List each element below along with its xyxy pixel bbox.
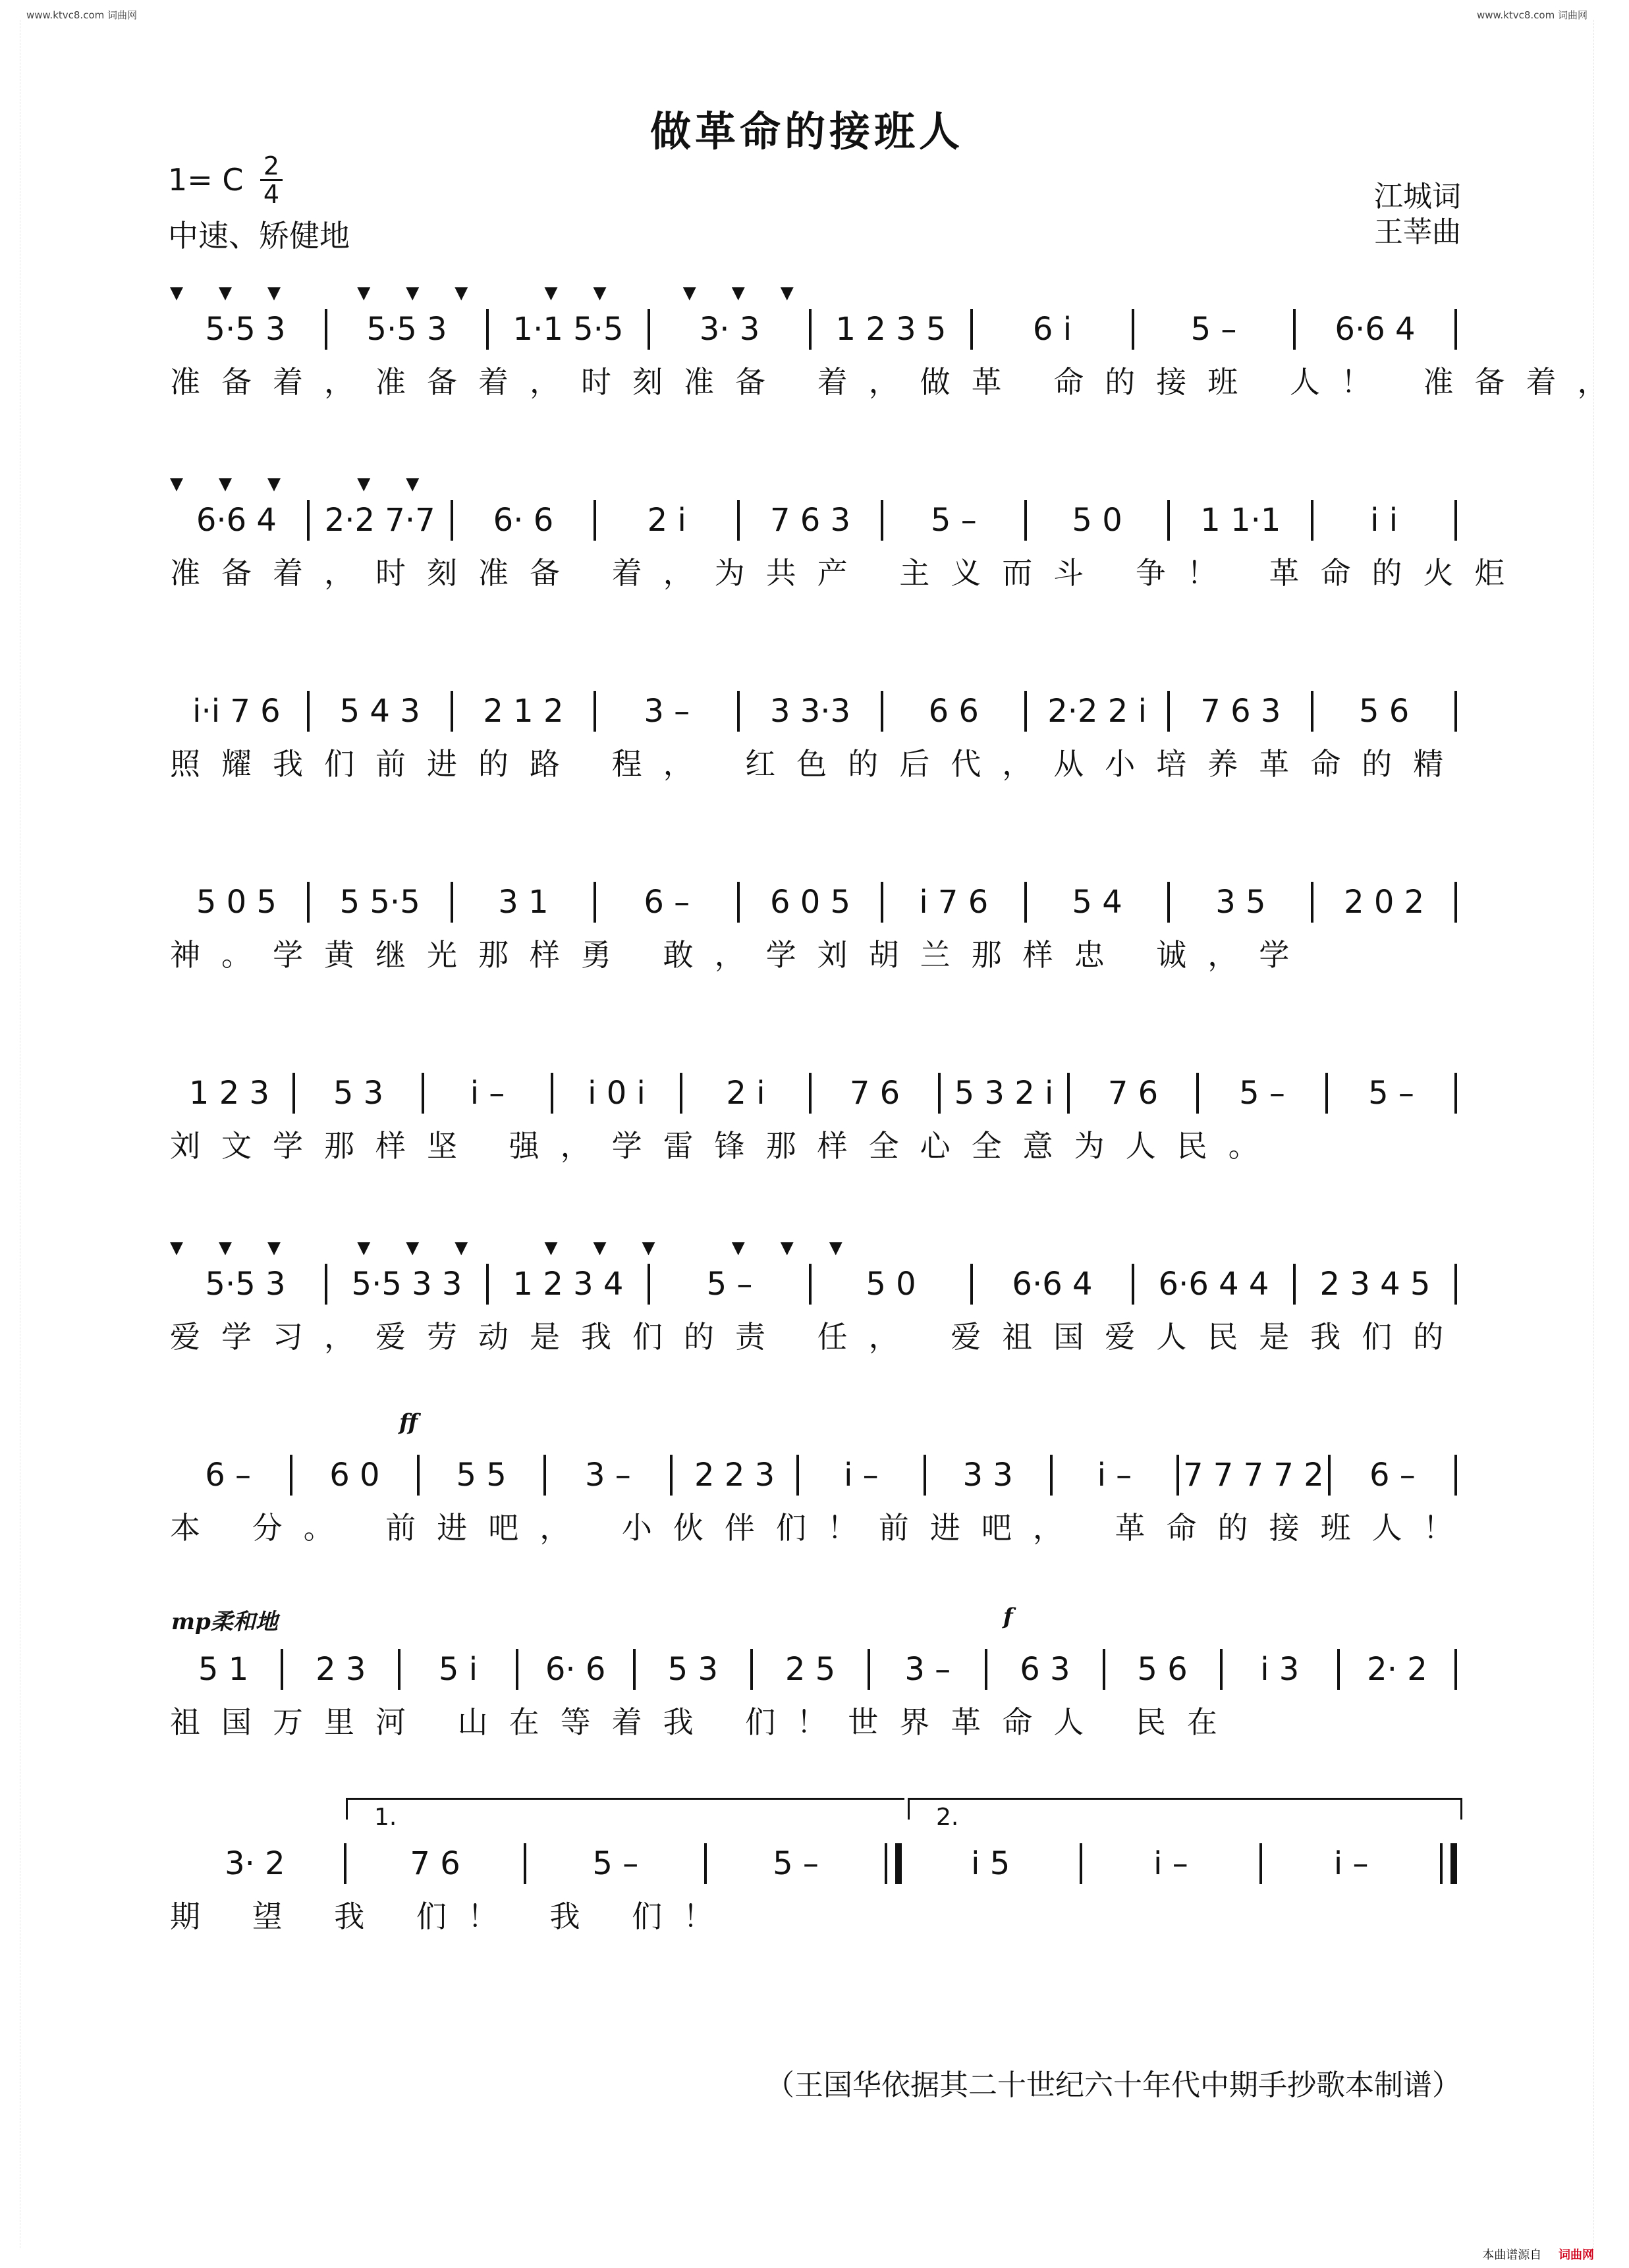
barline — [1454, 500, 1457, 541]
brand-footer-left: 本曲谱源自 — [1482, 2248, 1542, 2262]
barline — [1080, 1843, 1082, 1884]
barline — [796, 1455, 799, 1496]
barline — [1176, 1455, 1179, 1496]
measure: 1 2 3 4 — [512, 1266, 624, 1303]
measure: i·i 7 6 — [192, 693, 281, 730]
measure: 5 5 — [456, 1457, 507, 1494]
accent-marks — [170, 1623, 1461, 1646]
barline — [1311, 691, 1313, 732]
barline — [344, 1843, 346, 1884]
score-system — [170, 1818, 1461, 1936]
barline — [422, 1073, 424, 1114]
barline — [970, 1264, 973, 1305]
lyrics-line: 准备着，时刻准备 着，为共产 主义而斗 争！ 革命的火炬 — [170, 555, 1526, 591]
barline — [1196, 1073, 1199, 1114]
accent-marks — [170, 1047, 1461, 1069]
barline — [551, 1073, 553, 1114]
measure: 2· 2 — [1367, 1651, 1427, 1688]
measure: 3 5 — [1215, 884, 1266, 921]
measure: 5 6 — [1358, 693, 1410, 730]
barline — [1067, 1073, 1070, 1114]
barline — [1103, 1649, 1105, 1690]
measure: i 0 i — [588, 1075, 646, 1112]
score-system — [170, 1238, 1465, 1357]
score-system — [170, 1604, 1461, 1742]
note-line — [170, 1069, 1461, 1117]
measure: 5 – — [1368, 1075, 1414, 1112]
measure: 2 i — [726, 1075, 765, 1112]
measure: 6·6 4 — [196, 502, 277, 539]
barline — [524, 1843, 526, 1884]
barline — [1454, 1649, 1457, 1690]
measure: 3· 2 — [225, 1845, 285, 1882]
measure: 6· 6 — [545, 1651, 606, 1688]
measure: 6·6 4 — [1335, 311, 1416, 348]
measure: 5 4 — [1072, 884, 1122, 921]
brand-footer[interactable] — [1482, 2246, 1594, 2263]
accent-marks — [170, 665, 1461, 688]
barline — [594, 500, 596, 541]
lyrics-line: 准备着，准备着，时刻准备 着，做革 命的接班 人！ 准备着， — [170, 364, 1629, 400]
accent-marks: ▼▼▼ ▼▼▼ ▼▼▼ ▼▼▼ — [170, 1238, 878, 1258]
accent-marks: ▼▼▼ ▼▼ — [170, 474, 455, 494]
measure: 1 1·1 — [1200, 502, 1281, 539]
measure: 5 – — [592, 1845, 639, 1882]
barline — [1311, 500, 1313, 541]
measure: 5·5 3 3 — [351, 1266, 462, 1303]
barline — [1167, 882, 1170, 923]
barline — [1050, 1455, 1053, 1496]
measure: 6 0 — [329, 1457, 380, 1494]
barline — [1167, 691, 1170, 732]
barline — [486, 309, 489, 350]
barline — [417, 1455, 420, 1496]
barline — [543, 1455, 546, 1496]
measure: 5 – — [773, 1845, 819, 1882]
measure: 6 – — [1369, 1457, 1416, 1494]
measure: 2 3 — [316, 1651, 366, 1688]
measure: i – — [470, 1075, 505, 1112]
measure: 2·2 2 i — [1047, 693, 1147, 730]
note-line — [170, 1260, 1461, 1308]
song-title: 做革命的接班人 — [649, 107, 964, 155]
barline — [938, 1073, 941, 1114]
measure: 1 2 3 — [188, 1075, 270, 1112]
barline — [809, 1264, 812, 1305]
barline — [809, 309, 812, 350]
measure: 5 0 — [866, 1266, 916, 1303]
measure: 2 1 2 — [483, 693, 564, 730]
measure: 7 6 3 — [769, 502, 851, 539]
barline — [648, 1264, 650, 1305]
first-ending-label: 1. — [374, 1804, 397, 1831]
brand-footer-right[interactable]: 词曲网 — [1559, 2248, 1594, 2262]
barline — [451, 691, 453, 732]
note-line — [170, 497, 1461, 544]
measure: 3 – — [584, 1457, 631, 1494]
measure: 3 – — [644, 693, 690, 730]
measure: i i — [1370, 502, 1398, 539]
barline — [868, 1649, 870, 1690]
note-line — [170, 1451, 1461, 1499]
barline — [881, 882, 883, 923]
lyricist-credit: 江城词 — [1374, 180, 1461, 213]
barline — [307, 500, 310, 541]
measure: i – — [844, 1457, 879, 1494]
score-system — [170, 856, 1461, 975]
measure: i 5 — [971, 1845, 1010, 1882]
measure: 7 6 — [849, 1075, 900, 1112]
barline — [1337, 1649, 1340, 1690]
first-ending-bracket — [346, 1798, 904, 1831]
measure: 5·5 3 — [205, 311, 286, 348]
score-system — [170, 665, 1465, 784]
measure: 5 0 5 — [196, 884, 277, 921]
barline — [737, 882, 740, 923]
barline — [1220, 1649, 1223, 1690]
barline — [325, 1264, 327, 1305]
barline — [704, 1843, 707, 1884]
dynamic-marking-forte: f — [1003, 1604, 1013, 1630]
time-numerator: 2 — [260, 153, 283, 181]
measure: 7 7 7 7 2 — [1183, 1457, 1324, 1494]
barline — [1311, 882, 1313, 923]
note-line — [170, 878, 1461, 926]
second-ending-bracket — [908, 1798, 1462, 1831]
barline — [737, 691, 740, 732]
barline — [1454, 1073, 1457, 1114]
measure: 5 – — [1239, 1075, 1285, 1112]
measure: 2 5 — [785, 1651, 836, 1688]
lyrics-line: 本 分。 前进吧， 小伙伴们！前进吧， 革命的接班人！ — [170, 1510, 1475, 1546]
transcription-note: （王国华依据其二十世纪六十年代中期手抄歌本制谱） — [765, 2068, 1461, 2102]
measure: 6· 6 — [493, 502, 554, 539]
barline — [325, 309, 327, 350]
dynamic-marking: mp柔和地 — [171, 1609, 278, 1635]
note-line — [170, 1840, 1461, 1887]
measure: 5 – — [1190, 311, 1237, 348]
right-margin-strip — [1593, 20, 1614, 2248]
measure: 2 i — [647, 502, 686, 539]
barline — [1325, 1073, 1328, 1114]
barline — [1293, 1264, 1296, 1305]
measure: 2 2 3 — [694, 1457, 775, 1494]
measure: 5 3 — [333, 1075, 384, 1112]
measure: 3· 3 — [699, 311, 760, 348]
barline — [1167, 500, 1170, 541]
measure: 5 – — [706, 1266, 753, 1303]
barline — [1454, 309, 1457, 350]
measure: 7 6 — [410, 1845, 460, 1882]
score-system — [170, 1047, 1461, 1166]
composer-credit: 王莘曲 — [1374, 215, 1461, 249]
time-signature — [260, 153, 283, 207]
measure: 6·6 4 4 — [1158, 1266, 1269, 1303]
lyrics-line: 照耀我们前进的路 程， 红色的后代，从小培养革命的精 — [170, 746, 1465, 782]
measure: 7 6 — [1107, 1075, 1159, 1112]
barline — [633, 1649, 636, 1690]
site-watermark-right[interactable]: www.ktvc8.com 词曲网 — [1476, 9, 1588, 21]
second-ending-label: 2. — [936, 1804, 959, 1831]
measure: 6·6 4 — [1012, 1266, 1093, 1303]
barline — [750, 1649, 753, 1690]
measure: 1 2 3 5 — [835, 311, 947, 348]
note-line — [170, 1646, 1461, 1693]
measure: 5 – — [930, 502, 977, 539]
measure: 2 0 2 — [1344, 884, 1425, 921]
lyrics-line: 爱学习，爱劳动是我们的责 任， 爱祖国爱人民是我们的 — [170, 1319, 1465, 1355]
barline — [486, 1264, 489, 1305]
barline — [594, 691, 596, 732]
measure: 5 3 2 i — [954, 1075, 1054, 1112]
measure: 6 0 5 — [769, 884, 851, 921]
measure: 5 4 3 — [339, 693, 420, 730]
accent-marks — [170, 856, 1461, 878]
tempo-marking: 中速、矫健地 — [168, 218, 350, 254]
measure: i 3 — [1260, 1651, 1300, 1688]
measure: 5·5 3 — [205, 1266, 286, 1303]
barline — [307, 691, 310, 732]
barline — [1293, 309, 1296, 350]
final-barline — [1440, 1843, 1457, 1884]
barline — [924, 1455, 926, 1496]
measure: 6 i — [1032, 311, 1072, 348]
site-watermark-left[interactable]: www.ktvc8.com 词曲网 — [26, 9, 138, 21]
barline — [451, 500, 453, 541]
measure: i – — [1097, 1457, 1132, 1494]
measure: i – — [1153, 1845, 1188, 1882]
lyrics-line: 刘文学那样坚 强，学雷锋那样全心全意为人民。 — [170, 1128, 1280, 1164]
barline — [1454, 1455, 1457, 1496]
measure: i 7 6 — [919, 884, 989, 921]
measure: 3 3·3 — [769, 693, 851, 730]
barline — [290, 1455, 292, 1496]
note-line — [170, 688, 1461, 735]
measure: 3 3 — [962, 1457, 1013, 1494]
barline — [970, 309, 973, 350]
accent-marks: ▼▼▼ ▼▼▼ ▼▼ ▼▼▼ — [170, 283, 829, 303]
barline — [680, 1073, 682, 1114]
measure: 5 0 — [1072, 502, 1122, 539]
dynamic-marking: ff — [399, 1409, 418, 1436]
barline — [1259, 1843, 1262, 1884]
barline — [1132, 1264, 1134, 1305]
accent-marks — [170, 1818, 1461, 1840]
barline — [881, 691, 883, 732]
accent-marks — [170, 1429, 1461, 1451]
barline — [1454, 1264, 1457, 1305]
key-signature: 1= C — [168, 162, 244, 198]
time-denominator: 4 — [263, 180, 280, 209]
barline — [648, 309, 650, 350]
measure: 1·1 5·5 — [512, 311, 624, 348]
final-barline — [885, 1843, 902, 1884]
score-system — [170, 283, 1629, 402]
barline — [1328, 1455, 1331, 1496]
measure: 6 – — [205, 1457, 252, 1494]
barline — [281, 1649, 283, 1690]
score-system — [170, 1409, 1475, 1548]
lyrics-line: 神。学黄继光那样勇 敢，学刘胡兰那样忠 诚，学 — [170, 937, 1311, 973]
measure: 7 6 3 — [1200, 693, 1281, 730]
measure: 2 3 4 5 — [1319, 1266, 1431, 1303]
measure: 5 6 — [1137, 1651, 1188, 1688]
lyrics-line: 祖国万里河 山在等着我 们！世界革命人 民在 — [170, 1704, 1238, 1740]
barline — [1132, 309, 1134, 350]
note-line — [170, 306, 1461, 353]
barline — [809, 1073, 812, 1114]
barline — [307, 882, 310, 923]
barline — [1454, 691, 1457, 732]
measure: 6 3 — [1020, 1651, 1070, 1688]
measure: 6 – — [644, 884, 690, 921]
measure: 5 3 — [667, 1651, 719, 1688]
score-system — [170, 474, 1526, 593]
measure: i – — [1333, 1845, 1369, 1882]
measure: 6 6 — [928, 693, 979, 730]
barline — [1024, 500, 1027, 541]
left-margin-strip — [0, 20, 20, 2248]
barline — [292, 1073, 295, 1114]
barline — [451, 882, 453, 923]
measure: 3 – — [904, 1651, 951, 1688]
measure: 5 5·5 — [339, 884, 420, 921]
measure: 5 1 — [198, 1651, 249, 1688]
barline — [985, 1649, 987, 1690]
barline — [1024, 882, 1027, 923]
barline — [594, 882, 596, 923]
measure: 5·5 3 — [366, 311, 447, 348]
barline — [670, 1455, 673, 1496]
barline — [881, 500, 883, 541]
measure: 3 1 — [498, 884, 549, 921]
measure: 5 i — [438, 1651, 478, 1688]
barline — [516, 1649, 518, 1690]
barline — [737, 500, 740, 541]
barline — [398, 1649, 400, 1690]
barline — [1024, 691, 1027, 732]
lyrics-line: 期 望 我 们！ 我 们！ — [170, 1899, 735, 1934]
barline — [1454, 882, 1457, 923]
measure: 2·2 7·7 — [324, 502, 435, 539]
